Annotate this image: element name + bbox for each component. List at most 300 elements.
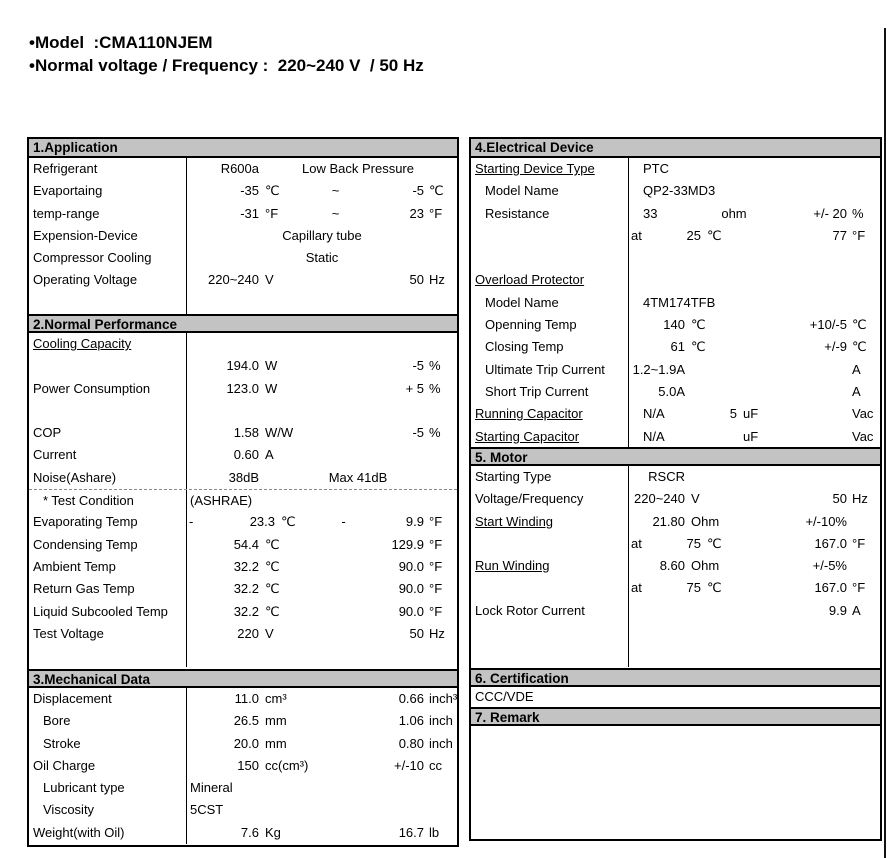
value-mid xyxy=(729,488,787,510)
section-header-1-application: 1.Application xyxy=(29,139,457,158)
value-pre: at xyxy=(631,227,642,243)
value-mid: ohm xyxy=(721,205,747,221)
section-body xyxy=(471,158,880,447)
row-value-cell xyxy=(629,292,880,314)
value-u1: ℃ xyxy=(281,514,296,530)
value-lw: Mineral xyxy=(190,780,233,796)
value-l: 33 xyxy=(643,205,658,221)
value-u1: A xyxy=(265,447,274,463)
value-n2: 167.0 xyxy=(814,580,847,596)
value-u2: °F xyxy=(429,558,443,574)
value-mid xyxy=(307,710,364,732)
row-value-cell xyxy=(629,600,880,622)
row-value-cell xyxy=(629,426,880,447)
value-n1: 75 xyxy=(686,580,701,596)
spec-row xyxy=(29,400,457,422)
voltage-frequency-title: •Normal voltage / Frequency : 220~240 V / 50 Hz xyxy=(29,56,424,75)
row-label: * Test Condition xyxy=(43,493,134,509)
row-label-cell xyxy=(29,511,187,533)
value-n1: 26.5 xyxy=(233,713,259,729)
value-n2: -5 xyxy=(412,425,424,441)
value-n1: 23.3 xyxy=(249,514,275,530)
value-lw: 5CST xyxy=(190,802,224,818)
value-u2: °F xyxy=(429,536,443,552)
spec-row xyxy=(29,203,457,225)
row-label-cell xyxy=(29,733,187,755)
value-u1: ℃ xyxy=(691,317,706,333)
row-label: Viscosity xyxy=(43,802,95,818)
value-n2: 16.7 xyxy=(398,824,424,840)
row-value-cell xyxy=(629,381,880,403)
row-label-cell xyxy=(471,381,629,403)
spec-row xyxy=(29,755,457,777)
value-l: N/A xyxy=(643,428,665,444)
value-mid: - xyxy=(341,514,346,530)
spec-row xyxy=(29,180,457,202)
row-label: Cooling Capacity xyxy=(33,336,132,351)
value-n2: 50 xyxy=(409,625,424,641)
row-label: Overload Protector xyxy=(475,272,585,288)
row-label: Closing Temp xyxy=(485,339,564,355)
row-value-cell xyxy=(187,292,457,314)
row-value-cell xyxy=(187,623,457,645)
row-value-cell xyxy=(629,359,880,381)
value-n2: 90.0 xyxy=(398,558,424,574)
value-n2: +/- 20 xyxy=(813,205,847,221)
value-mid xyxy=(745,577,787,599)
row-label-cell xyxy=(29,247,187,269)
value-mid xyxy=(307,578,364,600)
row-value-cell xyxy=(187,467,457,489)
value-n1: 61 xyxy=(670,339,685,355)
row-value-cell xyxy=(187,269,457,291)
row-label: Power Consumption xyxy=(33,380,151,396)
value-n2: 90.0 xyxy=(398,581,424,597)
spec-row xyxy=(29,822,457,844)
spec-row xyxy=(471,203,880,225)
value-u2 xyxy=(847,511,880,533)
spec-row xyxy=(29,777,457,799)
value-l: N/A xyxy=(643,406,665,422)
value-u2: A xyxy=(852,383,861,399)
value-n1: R600a xyxy=(220,161,259,176)
value-mid xyxy=(307,688,364,710)
spec-row xyxy=(29,601,457,623)
value-mid xyxy=(745,225,787,247)
row-value-cell xyxy=(629,225,880,247)
value-n1: 54.4 xyxy=(233,536,259,552)
spec-tables xyxy=(27,137,882,847)
spec-row xyxy=(471,466,880,488)
row-value-cell xyxy=(629,555,880,577)
row-label: Displacement xyxy=(33,691,112,706)
spec-row xyxy=(29,355,457,377)
spec-row xyxy=(29,269,457,291)
value-n1: 7.6 xyxy=(240,824,259,840)
spec-row xyxy=(471,533,880,555)
row-label-cell xyxy=(471,577,629,599)
section-header-6-certification: 6. Certification xyxy=(471,668,880,687)
row-label: Ambient Temp xyxy=(33,558,116,574)
spec-row xyxy=(29,645,457,667)
section-5-motor xyxy=(471,447,880,668)
value-mid xyxy=(307,269,364,291)
value-n1: 220~240 xyxy=(208,272,259,288)
row-label-cell xyxy=(29,556,187,578)
value-n1: 75 xyxy=(686,535,701,551)
section-header-4-electrical-device: 4.Electrical Device xyxy=(471,139,880,158)
row-label-cell xyxy=(471,247,629,269)
spec-row xyxy=(471,622,880,644)
row-label: Condensing Temp xyxy=(33,536,138,552)
row-value-cell xyxy=(187,400,457,422)
spec-row xyxy=(29,292,457,314)
value-n2: 167.0 xyxy=(814,535,847,551)
value-n1: -31 xyxy=(240,205,259,221)
row-value-cell xyxy=(629,269,880,291)
spec-row xyxy=(471,555,880,577)
section-body xyxy=(471,726,880,839)
row-label-cell xyxy=(471,466,629,488)
value-u2: % xyxy=(852,205,864,221)
value-mid xyxy=(729,336,787,358)
value-u2: Hz xyxy=(429,272,445,288)
value-n1: -35 xyxy=(240,183,259,199)
spec-row xyxy=(471,687,880,707)
row-value-cell xyxy=(629,336,880,358)
row-value-cell xyxy=(187,645,457,667)
value-u1: Ohm xyxy=(691,558,720,574)
row-label-cell xyxy=(29,822,187,844)
value-n2: +/-10 xyxy=(394,757,424,773)
row-label-cell xyxy=(29,645,187,667)
spec-row xyxy=(471,269,880,291)
spec-row xyxy=(29,511,457,533)
row-value-cell xyxy=(187,688,457,710)
spec-row xyxy=(29,534,457,556)
value-mid xyxy=(307,355,364,377)
row-label: Return Gas Temp xyxy=(33,581,135,597)
value-u1: W/W xyxy=(265,425,294,441)
row-label-cell xyxy=(471,488,629,510)
value-mid xyxy=(629,600,787,622)
spec-row xyxy=(29,422,457,444)
row-label: Operating Voltage xyxy=(33,272,138,288)
value-u1: V xyxy=(265,625,274,641)
row-label-cell xyxy=(471,511,629,533)
spec-row xyxy=(471,577,880,599)
value-u2: Hz xyxy=(852,491,868,507)
row-label: Model Name xyxy=(485,294,559,310)
value-n1: 20.0 xyxy=(233,735,259,751)
value-u1: ℃ xyxy=(265,183,280,199)
value-u1: uF xyxy=(743,428,759,444)
value-u1: cc(cm³) xyxy=(265,757,309,773)
value-u2: ℃ xyxy=(852,317,867,333)
spec-row xyxy=(29,556,457,578)
section-header-5-motor: 5. Motor xyxy=(471,447,880,466)
value-mid xyxy=(729,511,787,533)
row-value-cell xyxy=(187,355,457,377)
value-u1: ℃ xyxy=(265,603,280,619)
value-u2: inch xyxy=(429,735,453,751)
row-label: Lubricant type xyxy=(43,780,125,796)
value-mid xyxy=(307,601,364,623)
row-label-cell xyxy=(471,269,629,291)
value-n2: +/-10% xyxy=(805,513,847,529)
spec-row xyxy=(471,600,880,622)
value-mid xyxy=(307,378,364,400)
row-label: Lock Rotor Current xyxy=(475,602,585,618)
row-label-cell xyxy=(29,203,187,225)
section-body xyxy=(29,158,457,314)
row-value-cell xyxy=(629,533,880,555)
row-label: Compressor Cooling xyxy=(33,250,152,266)
value-n1: 8.60 xyxy=(659,558,685,574)
spec-row xyxy=(29,158,457,180)
value-u2: A xyxy=(852,361,861,377)
model-title: •Model :CMA110NJEM xyxy=(29,33,213,52)
row-label-cell xyxy=(471,644,629,666)
value-n1: 220 xyxy=(237,625,259,641)
value-u2: °F xyxy=(429,603,443,619)
value-u2: cc xyxy=(429,757,442,773)
value-n1: 150 xyxy=(237,757,259,773)
row-value-cell xyxy=(187,777,457,799)
row-label-cell xyxy=(471,555,629,577)
spec-row xyxy=(29,688,457,710)
row-value-cell xyxy=(629,180,880,202)
section-header-2-normal-performance: 2.Normal Performance xyxy=(29,314,457,333)
spec-row xyxy=(471,314,880,336)
row-label-cell xyxy=(471,336,629,358)
value-lw: QP2-33MD3 xyxy=(643,183,716,199)
value-mid: ~ xyxy=(331,205,340,221)
value-u1: mm xyxy=(265,735,287,751)
row-value-cell xyxy=(187,422,457,444)
row-label: CCC/VDE xyxy=(475,689,534,704)
value-mid xyxy=(685,359,847,381)
row-label-cell xyxy=(471,600,629,622)
value-mid xyxy=(307,534,364,556)
row-value-cell xyxy=(629,403,880,425)
section-body xyxy=(471,466,880,668)
value-u2: inch³ xyxy=(429,691,457,706)
value-u1: ℃ xyxy=(707,227,722,243)
row-label-cell xyxy=(471,292,629,314)
value-l: PTC xyxy=(643,161,669,176)
value-u1: ℃ xyxy=(691,339,706,355)
value-mid xyxy=(729,314,787,336)
value-u1: W xyxy=(265,358,278,374)
row-label-cell xyxy=(29,799,187,821)
row-value-cell xyxy=(629,622,880,644)
value-c: Capillary tube xyxy=(282,227,362,243)
row-value-cell xyxy=(187,225,457,247)
value-n2: + 5 xyxy=(405,380,424,396)
value-n2: 9.9 xyxy=(405,514,424,530)
spec-row xyxy=(29,247,457,269)
value-u2: Vac xyxy=(852,428,874,444)
row-label: Start Winding xyxy=(475,513,554,529)
value-c: Static xyxy=(305,250,339,266)
row-label-cell xyxy=(29,378,187,400)
row-label-cell xyxy=(29,578,187,600)
value-mid xyxy=(307,755,364,777)
value-lw: (ASHRAE) xyxy=(190,493,253,509)
row-label-cell xyxy=(29,710,187,732)
row-label: Weight(with Oil) xyxy=(33,824,125,840)
value-n1: 32.2 xyxy=(233,603,259,619)
row-label-cell xyxy=(29,269,187,291)
row-value-cell xyxy=(187,180,457,202)
spec-row xyxy=(471,336,880,358)
spec-row xyxy=(29,378,457,400)
value-pre: - xyxy=(189,514,194,530)
row-label: temp-range xyxy=(33,205,100,221)
value-n2: +10/-5 xyxy=(809,317,847,333)
row-value-cell xyxy=(629,158,880,180)
section-7-remark xyxy=(471,707,880,839)
row-label: Starting Capacitor xyxy=(475,428,580,444)
spec-row xyxy=(471,247,880,269)
value-u2: °F xyxy=(852,227,866,243)
value-mid: Low Back Pressure xyxy=(302,161,414,176)
row-value-cell xyxy=(187,333,457,355)
row-label: Starting Type xyxy=(475,469,552,484)
value-n1: RSCR xyxy=(648,469,685,484)
value-n1: 1.2~1.9A xyxy=(632,361,685,377)
row-label: Evaporating Temp xyxy=(33,514,138,530)
row-label-cell xyxy=(29,225,187,247)
value-u1: mm xyxy=(265,713,287,729)
row-label-cell xyxy=(29,180,187,202)
row-value-cell xyxy=(629,488,880,510)
value-n1: 220~240 xyxy=(634,491,685,507)
value-u1: Ohm xyxy=(691,513,720,529)
row-label-cell xyxy=(29,534,187,556)
row-label: Ultimate Trip Current xyxy=(485,361,605,377)
value-u2 xyxy=(847,555,880,577)
row-label: Bore xyxy=(43,713,71,729)
row-label-cell xyxy=(471,622,629,644)
row-label-cell xyxy=(29,400,187,422)
row-label-cell xyxy=(29,467,187,489)
value-u1: °F xyxy=(265,205,279,221)
spec-row xyxy=(471,488,880,510)
row-label: COP xyxy=(33,425,62,441)
row-label-cell xyxy=(471,158,629,180)
row-value-cell xyxy=(629,577,880,599)
value-mid xyxy=(781,426,847,447)
row-label-cell xyxy=(471,180,629,202)
row-value-cell xyxy=(187,490,457,511)
row-value-cell xyxy=(187,444,457,466)
row-value-cell xyxy=(187,511,457,533)
row-value-cell xyxy=(187,799,457,821)
spec-row xyxy=(29,733,457,755)
row-label: Short Trip Current xyxy=(485,383,589,399)
row-label-cell xyxy=(29,601,187,623)
value-n1: 21.80 xyxy=(652,513,685,529)
spec-row xyxy=(471,403,880,425)
section-3-mechanical-data xyxy=(29,669,457,845)
row-value-cell xyxy=(187,601,457,623)
value-u2: % xyxy=(429,425,441,441)
row-value-cell xyxy=(187,710,457,732)
row-label: Noise(Ashare) xyxy=(33,469,117,485)
row-label: Model Name xyxy=(485,183,559,199)
row-label: Test Voltage xyxy=(33,625,104,641)
value-n1: 1.58 xyxy=(233,425,259,441)
spec-row xyxy=(471,225,880,247)
spec-row xyxy=(471,180,880,202)
value-pre: at xyxy=(631,580,642,596)
value-n2: 50 xyxy=(832,491,847,507)
value-u2: % xyxy=(429,380,441,396)
section-6-certification xyxy=(471,668,880,707)
spec-row xyxy=(29,225,457,247)
value-mid: Max 41dB xyxy=(328,469,388,485)
value-n2: +/-9 xyxy=(824,339,847,355)
spec-row xyxy=(29,710,457,732)
value-u2: °F xyxy=(852,580,866,596)
row-label: Evaportaing xyxy=(33,183,103,199)
section-body xyxy=(471,687,880,707)
value-u1: W xyxy=(265,380,278,396)
row-value-cell xyxy=(629,466,880,488)
value-mid xyxy=(781,403,847,425)
value-u2: lb xyxy=(429,824,440,840)
value-u1: cm³ xyxy=(265,691,287,706)
value-mid xyxy=(307,556,364,578)
value-u1: Kg xyxy=(265,824,281,840)
spec-row xyxy=(471,426,880,447)
value-pre: at xyxy=(631,535,642,551)
row-value-cell xyxy=(187,755,457,777)
value-n1: 32.2 xyxy=(233,581,259,597)
spec-row xyxy=(471,359,880,381)
value-n1: 11.0 xyxy=(234,691,259,706)
row-label-cell xyxy=(29,688,187,710)
value-mid xyxy=(307,733,364,755)
value-u1: uF xyxy=(743,406,759,422)
title-block xyxy=(29,31,424,77)
value-n2: 129.9 xyxy=(391,536,424,552)
row-label-cell xyxy=(471,533,629,555)
section-header-7-remark: 7. Remark xyxy=(471,707,880,726)
row-value-cell xyxy=(629,511,880,533)
spec-row xyxy=(29,333,457,355)
row-label-cell xyxy=(29,422,187,444)
row-value-cell xyxy=(187,733,457,755)
value-u1: ℃ xyxy=(265,558,280,574)
row-value-cell xyxy=(187,534,457,556)
value-mid xyxy=(307,822,364,844)
row-label-cell xyxy=(29,158,187,180)
section-body xyxy=(29,333,457,669)
value-u2: °F xyxy=(429,581,443,597)
value-n2: 90.0 xyxy=(398,603,424,619)
row-value-cell xyxy=(187,822,457,844)
row-value-cell xyxy=(629,247,880,269)
value-u2: A xyxy=(852,602,861,618)
value-u2: % xyxy=(429,358,441,374)
row-label: Starting Device Type xyxy=(475,161,595,176)
value-mid xyxy=(729,555,787,577)
value-u2: °F xyxy=(429,514,443,530)
row-label-cell xyxy=(29,333,187,355)
